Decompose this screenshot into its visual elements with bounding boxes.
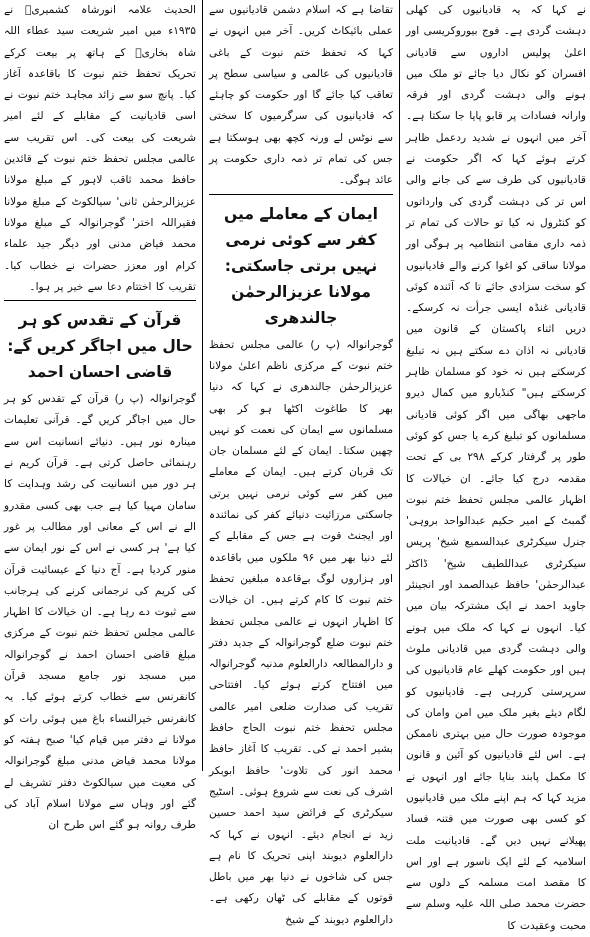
article-continuation-left: الحدیث علامہ انورشاہ کشمیریؒ نے ۱۹۳۵ء میں امیر شریعت سید عطاء اللہ شاہ بخاریؒ کے ہاتھ پر بیعت کرکے تحریک تحفظ ختم نبوت کا باقاعدہ آغاز کیا۔ پانچ سو سے زائد مجاہد ختم نبوت نے اسی قادیانیت کے مقابلے کے لئے امیر شریعت کی بیعت کی۔ اس تقریب سے عالمی مجلس تحفظ ختم نبوت کے قائدین حافظ محمد ثاقب لاہور کے مبلغ مولانا عزیزالرحمٰن ثانی' سیالکوٹ کے مبلغ مولانا فقیراللہ اختر' گوجرانوالہ کے مبلغ مولانا محمد فیاض مدنی اور دیگر جید علماء کرام اور معزز حضرات نے خطاب کیا۔ تقریب کا اختتام دعا سے خیر پر ہوا۔: [4, 4, 196, 293]
headline-jalandhari: ایمان کے معاملے میں کفر سے کوئی نرمی نہیں برتی جاسکتی: مولانا عزیزالرحمٰن جالندھری: [224, 204, 378, 327]
column-divider: [202, 0, 203, 771]
column-middle: [205, 0, 397, 926]
headline-divider: [209, 194, 393, 195]
article-body-jalandhari: گوجرانوالہ (پ ر) عالمی مجلس تحفظ ختم نبوت کے مرکزی ناظم اعلیٰ مولانا عزیزالرحمٰن جالندھری نے کہا کہ دنیا بھر کا طاغوت اکٹھا ہو کر بھی مسلمانوں سے ایمان کی نعمت کو نہیں چھین سکتا۔ ایمان کے لئے مسلمان جان تک قربان کرتے ہیں۔ ایمان کے معاملے میں کفر سے کوئی نرمی نہیں برتی جاسکتی مرزائیت دنیائے کفر کی نمائندہ اور ایجنٹ قوت ہے جس کے مقابلے کے لئے دنیا بھر میں ۹۶ ملکوں میں باقاعدہ اور ہزاروں لوگ بےقاعدہ مبلغین تحفظ ختم نبوت کا کام کرتے ہیں۔ ان خیالات کا اظہار انہوں نے عالمی مجلس تحفظ ختم نبوت ضلع گوجرانوالہ کے جدید دفتر و دارالمطالعہ دارالعلوم مدنیہ گوجرانوالہ میں افتتاح کرتے ہوئے کیا۔ افتتاحی تقریب کی صدارت ضلعی امیر عالمی مجلس تحفظ ختم نبوت الحاج حافظ بشیر احمد نے کی۔ تقریب کا آغاز حافظ محمد انور کی تلاوت' حافظ ابوبکر اشرف کی نعت سے شروع ہوئی۔ اسٹیج سیکرٹری کے فرائض سید احمد حسین زید نے انجام دیئے۔ انہوں نے کہا کہ دارالعلوم دیوبند اپنی تحریک کا نام ہے جس کی شاخوں نے دنیا بھر میں باطل قوتوں کے مقابلے کی ٹھان رکھی ہے۔ دارالعلوم دیوبند کے شیخ: [209, 338, 393, 926]
column-right: [402, 0, 590, 932]
article-body-qazi-ahsan: گوجرانوالہ (پ ر) قرآن کے تقدس کو ہر حال میں اجاگر کریں گے۔ قرآنی تعلیمات مینارہ نور ہیں۔ دنیائے انسانیت اس سے رہنمائی حاصل کرتی ہے۔ قرآن کریم نے ہر دور میں انسانیت کی رشد وہدایت کا سامان مہیا کیا ہے جب بھی کسی مقدرو الے نے اس کے معانی اور مطالب پر غور کیا ہے' ہر کسی نے اس کے نور ایمان سے منور کردیا ہے۔ آج دنیا کے عیسائیت قرآن کی کریم کی ترجمانی کرنے کی ہرجانب سے ثبوت دے رہا ہے۔ ان خیالات کا اظہار عالمی مجلس تحفظ ختم نبوت کے مرکزی مبلغ قاضی احسان احمد نے گوجرانوالہ میں مسجد نور جامع مسجد قرآن کانفرنس سے خطاب کرتے ہوئے کیا۔ یہ کانفرنس خیرالنساء باغ میں ہوئی رات کو مولانا نے دفتر میں قیام کیا' صبح ہفتہ کو مولانا محمد فیاض مدنی مبلغ گوجرانوالہ کی معیت میں سیالکوٹ دفتر تشریف لے گئے اور وہاں سے مولانا اسلام آباد کی طرف روانہ ہو گئے اس طرح ان: [4, 393, 196, 832]
headline-qazi-ahsan: قرآن کے تقدس کو ہر حال میں اجاگر کریں گے: قاضی احسان احمد: [7, 311, 193, 382]
article-continuation-middle: تقاضا ہے کہ اسلام دشمن قادیانیوں سے عملی بائیکاٹ کریں۔ آخر میں انہوں نے کہا کہ تحفظ ختم نبوت کے باغی قادیانیوں کی عالمی و سیاسی سطح پر تعاقب کیا جائے گا اور حکومت کو چاہئے کہ قادیانیوں کی سرگرمیوں کا سختی سے نوٹس لے ورنہ کچھ بھی ہوسکتا ہے جس کی تمام تر ذمہ داری حکومت پر عائد ہوگی۔: [209, 4, 393, 187]
column-left: [0, 0, 200, 832]
column-divider: [399, 0, 400, 771]
article-continuation-right: نے کہا کہ یہ قادیانیوں کی کھلی دہشت گردی ہے۔ فوج بیوروکریسی اور اعلیٰ پولیس اداروں سے قادیانی افسران کو نکال دیا جائے تو ملک میں ہونے والی دہشت گردی اور فرقہ وارانہ فسادات پر قابو پایا جا سکتا ہے۔ آخر میں انہوں نے شدید ردعمل ظاہر کرتے ہوئے کہا کہ اگر حکومت نے قادیانیوں کی طرف سے کی جانے والی اس تر کی دہشت گردی کی وارداتوں کو کنٹرول نہ کیا تو حالات کی تمام تر ذمہ داری مقامی انتظامیہ پر ہوگی اور مولانا ساقی کو اغوا کرنے والے قادیانیوں کو سخت سزادی جائے تا کہ آئندہ کوئی قادیانی غنڈہ ایسی جرأت نہ کرسکے۔ دریں اثناء پاکستان کے قانون میں قادیانی نہ اذان دے سکتے ہیں نہ تبلیغ کرسکتے ہیں نہ خود کو مسلمان ظاہر کرسکتے ہیں" کنڈیارو میں کمال دیرو ماجھی بھاگی میں اگر کوئی قادیانی مسلمانوں کو تبلیغ کرے یا جس کو کوئی طور پر گرفتار کرکے ۲۹۸ بی کے تحت مقدمہ درج کیا جائے۔ ان خیالات کا اظہار عالمی مجلس تحفظ ختم نبوت گمبٹ کے امیر حکیم عبدالواحد بروہی' جنرل سیکرٹری عبدالسمیع شیخ' پریس سیکرٹری عبداللطیف شیخ' ڈاکٹر عبدالرحمٰن' حافظ عبدالصمد اور انجینئر جاوید احمد نے ایک مشترکہ بیان میں کیا۔ انہوں نے کہا کہ ملک میں ہونے والی دہشت گردی میں قادیانی ملوث ہیں اور حکومت کھلے عام قادیانیوں کی سرپرستی کررہی ہے۔ قادیانیوں کو لگام دیئے بغیر ملک میں امن وامان کی موجودہ صورت حال میں بہتری ناممکن ہے۔ اس لئے قادیانیوں کو آئین و قانون کا مکمل پابند بنایا جائے اور انہوں نے مزید کہا کہ ہم اپنے ملک میں قادیانیوں کو کسی بھی صورت میں فتنہ فساد پھیلانے نہیں دیں گے۔ قادیانیت ملت اسلامیہ کے لئے ایک ناسور ہے اور اس کا مقصد امت مسلمہ کے دلوں سے حضرت محمد صلی اللہ علیہ وسلم سے محبت وعقیدت کا: [406, 4, 586, 932]
headline-divider: [4, 300, 196, 301]
